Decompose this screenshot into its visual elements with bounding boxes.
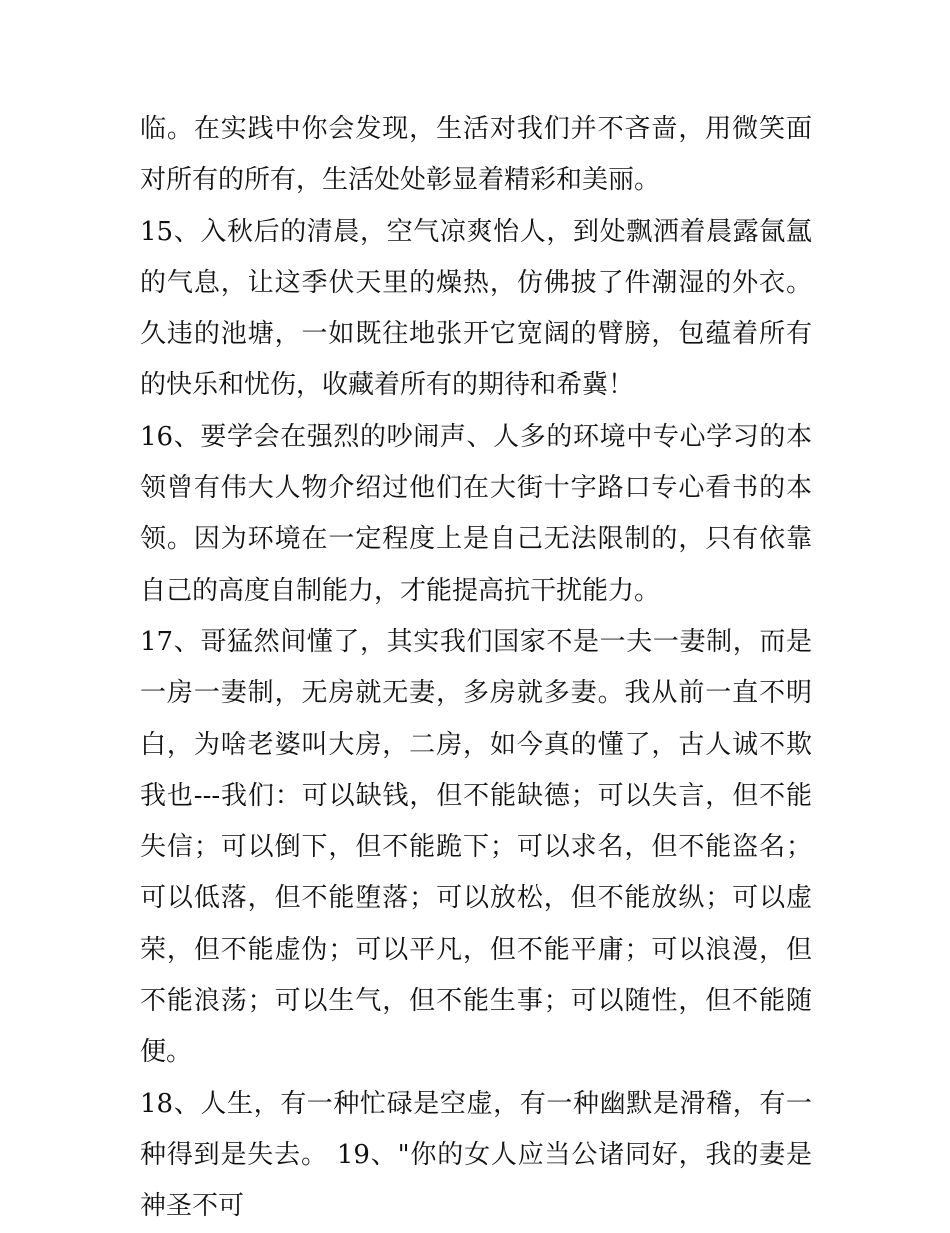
document-body (140, 104, 812, 1233)
paragraph-17: 17、哥猛然间懂了，其实我们国家不是一夫一妻制，而是一房一妻制，无房就无妻，多房就多妻。我从前一直不明白，为啥老婆叫大房，二房，如今真的懂了，古人诚不欺我也---我们：可以缺钱，但不能缺德；可以失言，但不能失信；可以倒下，但不能跪下；可以求名，但不能盗名；可以低落，但不能堕落；可以放松，但不能放纵；可以虚荣，但不能虚伪；可以平凡，但不能平庸；可以浪漫，但不能浪荡；可以生气，但不能生事；可以随性，但不能随便。 (140, 626, 812, 1068)
paragraph-16: 16、要学会在强烈的吵闹声、人多的环境中专心学习的本领曾有伟大人物介绍过他们在大街十字路口专心看书的本领。因为环境在一定程度上是自己无法限制的，只有依靠自己的高度自制能力，才能提高抗干扰能力。 (140, 421, 812, 606)
paragraph-15: 15、入秋后的清晨，空气凉爽怡人，到处飘洒着晨露氤氲的气息，让这季伏天里的燥热，仿佛披了件潮湿的外衣。久违的池塘，一如既往地张开它宽阔的臂膀，包蕴着所有的快乐和忧伤，收藏着所有的期待和希冀！ (140, 216, 812, 401)
paragraph-18-19: 18、人生，有一种忙碌是空虚，有一种幽默是滑稽，有一种得到是失去。 19、"你的女人应当公诸同好，我的妻是神圣不可 (140, 1088, 812, 1222)
paragraph-intro-continuation: 临。在实践中你会发现，生活对我们并不吝啬，用微笑面对所有的所有，生活处处彰显着精彩和美丽。 (140, 114, 812, 196)
